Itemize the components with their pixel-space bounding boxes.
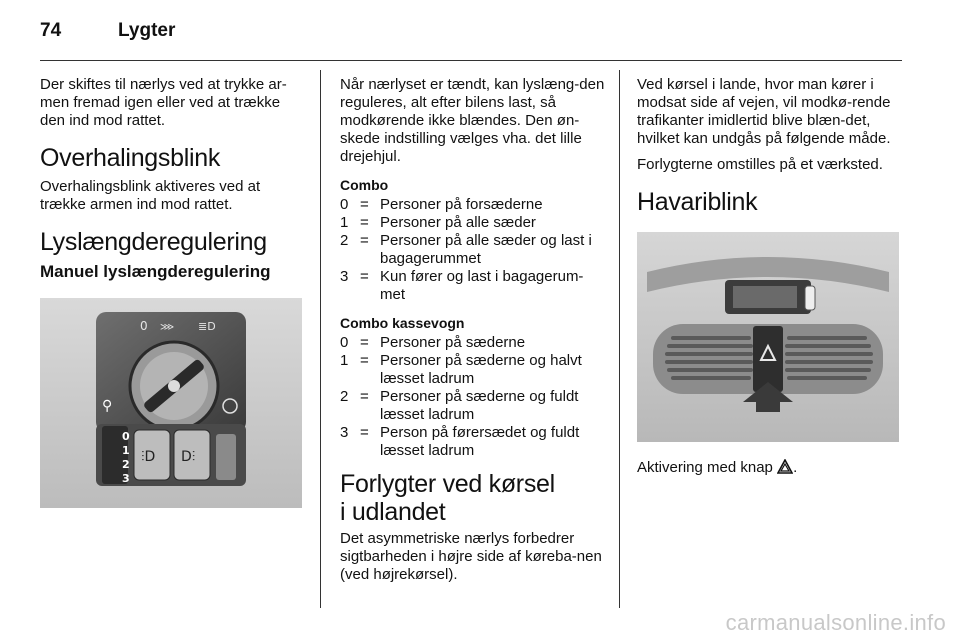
svg-text:≣D: ≣D (198, 320, 216, 333)
svg-text:⫶D: ⫶D (141, 449, 156, 465)
combo-heading: Combo (340, 177, 389, 193)
manual-levelling-heading: Manuel lyslængderegulering (40, 262, 271, 281)
dial-label: 1 (122, 444, 130, 457)
hazard-button-figure (637, 232, 899, 442)
page-header (40, 20, 902, 46)
abroad-continued-paragraph: Ved kørsel i lande, hvor man kører i modsat side af vejen, vil modkø-rende trafikanter imidlertid blive blæn-det, hvilket kan undgås på følgende måde. (637, 76, 891, 147)
column-3 (637, 76, 905, 485)
list-item: 3 = Kun fører og last i bagagerum-met (340, 268, 584, 303)
watermark: carmanualsonline.info (725, 610, 946, 635)
levelling-paragraph: Når nærlyset er tændt, kan lyslæng-den reguleres, alt efter bilens last, så modkørende ikke blændes. Den øn-skede indstilling vælges vha. det lille drejehjul. (340, 76, 605, 165)
hazard-triangle-icon (777, 459, 793, 474)
page-number: 74 (40, 20, 62, 41)
combo-van-heading: Combo kassevogn (340, 315, 465, 331)
workshop-paragraph: Forlygterne omstilles på et værksted. (637, 156, 883, 173)
intro-paragraph: Der skiftes til nærlys ved at trykke ar-men fremad igen eller ved at trække den ind mod rattet. (40, 76, 287, 129)
list-item: 2 = Personer på alle sæder og last i bagagerummet (340, 232, 592, 267)
combo-list (340, 196, 606, 304)
activation-paragraph: Aktivering med knap . (637, 459, 798, 476)
abroad-heading: Forlygter ved kørsel i udlandet (340, 470, 555, 526)
page-title: Lygter (118, 20, 176, 41)
column-divider (320, 70, 321, 608)
list-item: 0 = Personer på sæderne (340, 334, 526, 351)
combo-van-list (340, 334, 606, 460)
list-item: 1 = Personer på alle sæder (340, 214, 536, 231)
column-2 (340, 76, 606, 592)
list-item: 2 = Personer på sæderne og fuldt læsset ladrum (340, 388, 579, 423)
svg-text:0: 0 (140, 319, 148, 333)
svg-text:⚲: ⚲ (102, 398, 113, 414)
header-rule (40, 60, 902, 61)
dial-label: 2 (122, 458, 130, 471)
overtaking-heading: Overhalingsblink (40, 144, 221, 172)
levelling-heading: Lyslængderegulering (40, 228, 267, 256)
svg-text:D⫶: D⫶ (181, 449, 196, 465)
headlight-switch-figure (40, 298, 302, 508)
list-item: 1 = Personer på sæderne og halvt læsset ladrum (340, 352, 582, 387)
list-item: 0 = Personer på forsæderne (340, 196, 543, 213)
column-1 (40, 76, 306, 513)
svg-text:⋙: ⋙ (160, 322, 175, 333)
abroad-paragraph: Det asymmetriske nærlys forbedrer sigtbarheden i højre side af køreba-nen (ved højrekørsel). (340, 530, 602, 583)
dial-label: 3 (122, 472, 130, 485)
hazard-heading: Havariblink (637, 188, 758, 216)
column-divider (619, 70, 620, 608)
list-item: 3 = Person på førersædet og fuldt læsset ladrum (340, 424, 580, 459)
overtaking-paragraph: Overhalingsblink aktiveres ved at trække armen ind mod rattet. (40, 178, 261, 213)
dial-label: 0 (122, 430, 130, 443)
